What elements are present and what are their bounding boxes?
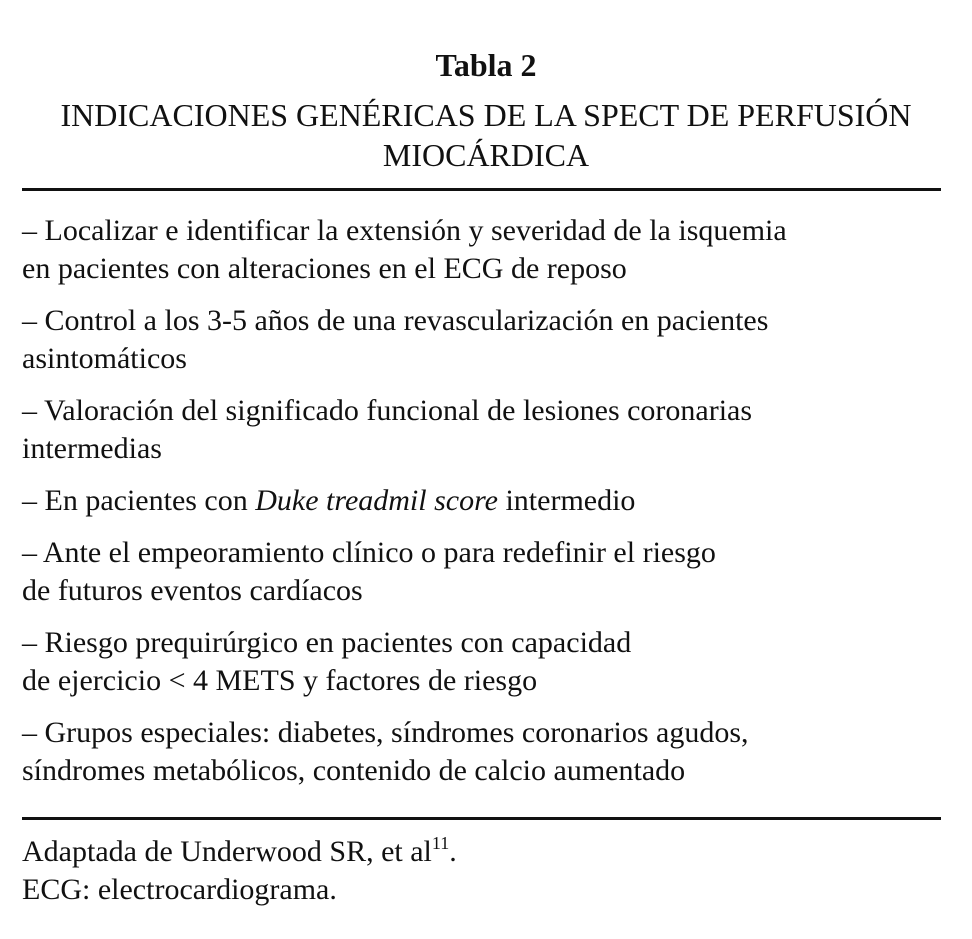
list-item bbox=[22, 212, 952, 288]
list-item bbox=[22, 534, 952, 610]
list-item-line: – Ante el empeoramiento clínico o para redefinir el riesgo bbox=[22, 536, 716, 569]
list-item-line: – Control a los 3-5 años de una revascularización en pacientes bbox=[22, 304, 769, 337]
list-item bbox=[22, 482, 952, 520]
table-title bbox=[20, 95, 952, 175]
source-end: . bbox=[449, 835, 457, 868]
list-item-line: – Valoración del significado funcional de lesiones coronarias bbox=[22, 394, 753, 427]
list-item-line: de ejercicio < 4 METS y factores de riesgo bbox=[22, 664, 538, 697]
reference-superscript: 11 bbox=[431, 833, 450, 853]
list-item-line bbox=[22, 482, 952, 520]
table-title-line-1: INDICACIONES GENÉRICAS DE LA SPECT DE PERFUSIÓN bbox=[60, 97, 912, 133]
table-footnotes bbox=[22, 833, 952, 909]
table-title-line-2: MIOCÁRDICA bbox=[382, 137, 590, 173]
list-item bbox=[22, 624, 952, 700]
list-item-line: en pacientes con alteraciones en el ECG de reposo bbox=[22, 252, 627, 285]
source-text: Adaptada de Underwood SR, et al bbox=[22, 835, 432, 868]
table-label: Tabla 2 bbox=[435, 47, 537, 83]
list-item-line: asintomáticos bbox=[22, 342, 187, 375]
abbreviation-footnote: ECG: electrocardiograma. bbox=[22, 873, 337, 906]
list-item-line: intermedias bbox=[22, 432, 162, 465]
top-rule bbox=[22, 188, 941, 191]
list-item-text: – En pacientes con bbox=[22, 484, 256, 517]
list-item bbox=[22, 392, 952, 468]
source-footnote bbox=[22, 833, 952, 871]
list-item-line: – Grupos especiales: diabetes, síndromes coronarios agudos, bbox=[22, 716, 749, 749]
list-item-line: de futuros eventos cardíacos bbox=[22, 574, 363, 607]
list-item-line: – Localizar e identificar la extensión y severidad de la isquemia bbox=[22, 214, 787, 247]
list-item-italic-term: Duke treadmil score bbox=[255, 484, 498, 517]
indications-list bbox=[22, 212, 952, 804]
list-item-line: síndromes metabólicos, contenido de calcio aumentado bbox=[22, 754, 686, 787]
list-item bbox=[22, 714, 952, 790]
list-item-text: intermedio bbox=[497, 484, 636, 517]
bottom-rule bbox=[22, 817, 941, 820]
list-item bbox=[22, 302, 952, 378]
list-item-line: – Riesgo prequirúrgico en pacientes con capacidad bbox=[22, 626, 632, 659]
